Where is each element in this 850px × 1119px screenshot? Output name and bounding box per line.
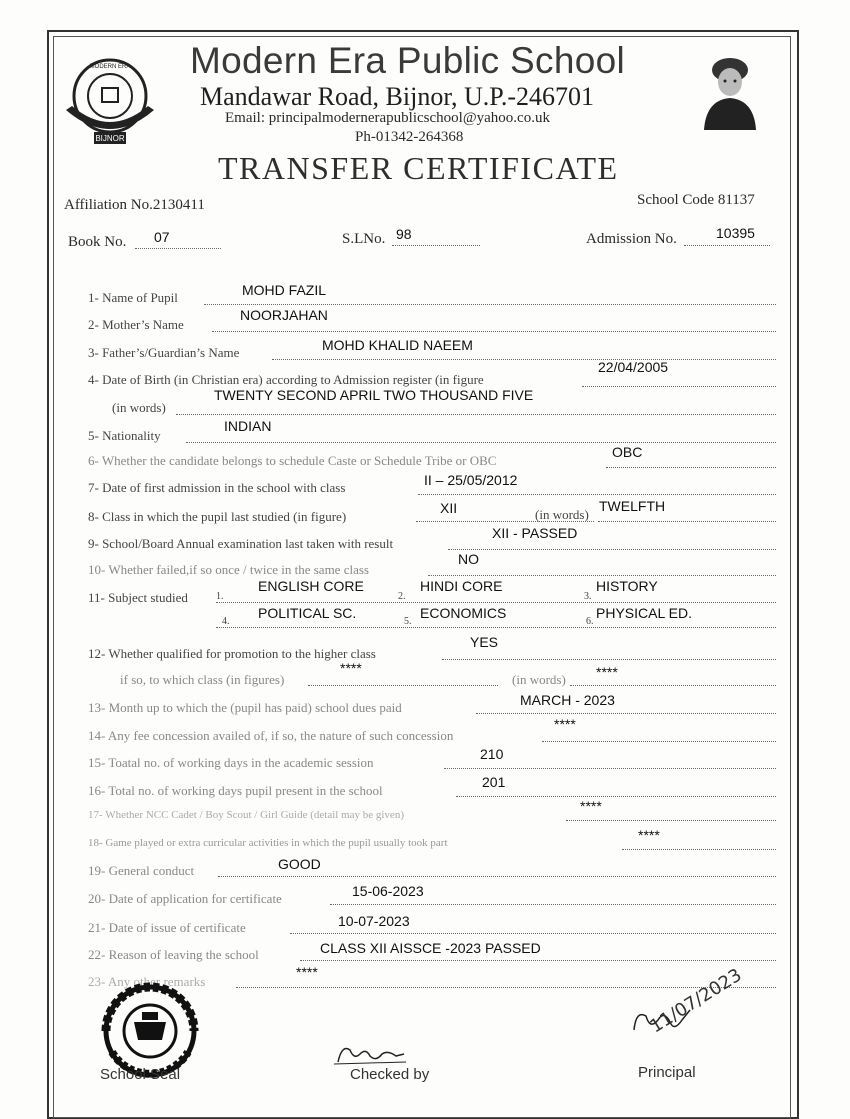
- dob-figure: 22/04/2005: [598, 359, 669, 375]
- subject-5-number: 5.: [404, 616, 412, 627]
- promotion-qualified: YES: [470, 634, 499, 650]
- portrait-image: [700, 52, 760, 130]
- certificate-title: TRANSFER CERTIFICATE: [218, 150, 619, 186]
- issue-date: 10-07-2023: [338, 913, 410, 929]
- working-days: 210: [480, 746, 504, 762]
- subject-4: POLITICAL SC.: [258, 605, 357, 621]
- field-12b-words-label: (in words): [512, 672, 566, 687]
- school-name: Modern Era Public School: [190, 40, 625, 81]
- subject-6: PHYSICAL ED.: [596, 605, 692, 621]
- subject-2: HINDI CORE: [420, 578, 503, 594]
- general-conduct: GOOD: [278, 856, 321, 872]
- field-22-label: 22- Reason of leaving the school: [88, 947, 259, 962]
- field-2-label: 2- Mother’s Name: [88, 317, 184, 332]
- exam-result: XII - PASSED: [492, 525, 578, 541]
- subject-4-number: 4.: [222, 616, 230, 627]
- leaving-reason: CLASS XII AISSCE -2023 PASSED: [320, 940, 541, 956]
- application-date: 15-06-2023: [352, 883, 424, 899]
- subject-1-number: 1.: [216, 591, 224, 602]
- field-7-label: 7- Date of first admission in the school with class: [88, 480, 346, 495]
- subject-6-number: 6.: [586, 616, 594, 627]
- school-address: Mandawar Road, Bijnor, U.P.-246701: [200, 82, 594, 111]
- last-class-words: TWELFTH: [599, 498, 666, 514]
- checked-by-signature: [330, 1040, 410, 1068]
- dues-paid-month: MARCH - 2023: [520, 692, 615, 708]
- field-3-label: 3- Father’s/Guardian’s Name: [88, 345, 240, 360]
- field-4-label: 4- Date of Birth (in Christian era) according to Admission register (in figure: [88, 372, 484, 387]
- field-19-label: 19- General conduct: [88, 863, 195, 878]
- checked-by-label: Checked by: [350, 1066, 430, 1083]
- pupil-name: MOHD FAZIL: [242, 282, 327, 298]
- subject-3: HISTORY: [596, 578, 658, 594]
- svg-text:BIJNOR: BIJNOR: [95, 134, 125, 143]
- book-no-label: Book No.: [68, 234, 127, 250]
- principal-signature-date: 11/07/2023: [646, 964, 746, 1038]
- fee-concession: ****: [554, 716, 576, 732]
- subject-1: ENGLISH CORE: [258, 578, 364, 594]
- field-17-label: 17- Whether NCC Cadet / Boy Scout / Girl Guide (detail may be given): [88, 809, 404, 821]
- field-10-label: 10- Whether failed,if so once / twice in the same class: [88, 562, 369, 577]
- days-present: 201: [482, 774, 506, 790]
- school-logo: [62, 52, 158, 148]
- extra-curricular: ****: [638, 827, 660, 843]
- school-seal-label: School Seal: [100, 1066, 181, 1083]
- admission-no-label: Admission No.: [586, 231, 677, 247]
- dob-words: TWENTY SECOND APRIL TWO THOUSAND FIVE: [214, 387, 534, 403]
- caste-category: OBC: [612, 444, 643, 460]
- father-name: MOHD KHALID NAEEM: [322, 337, 473, 353]
- promotion-class-figure: ****: [340, 660, 362, 676]
- field-20-label: 20- Date of application for certificate: [88, 891, 282, 906]
- field-8-label: 8- Class in which the pupil last studied (in figure): [88, 509, 347, 524]
- svg-text:MODERN ERA: MODERN ERA: [89, 64, 131, 70]
- field-14-label: 14- Any fee concession availed of, if so, the nature of such concession: [88, 728, 454, 743]
- affiliation-number: Affiliation No.2130411: [64, 197, 205, 213]
- field-15-label: 15- Toatal no. of working days in the academic session: [88, 755, 374, 770]
- field-11-label: 11- Subject studied: [88, 590, 188, 605]
- field-5-label: 5- Nationality: [88, 428, 161, 443]
- school-code: School Code 81137: [637, 192, 755, 208]
- subject-5: ECONOMICS: [420, 605, 507, 621]
- field-6-label: 6- Whether the candidate belongs to schedule Caste or Schedule Tribe or OBC: [88, 453, 497, 468]
- last-class-figure: XII: [440, 500, 458, 516]
- field-12-label: 12- Whether qualified for promotion to the higher class: [88, 646, 376, 661]
- field-18-label: 18- Game played or extra curricular activities in which the pupil usually took part: [88, 837, 448, 849]
- book-no-value: 07: [154, 229, 170, 245]
- school-email: Email: principalmodernerapublicschool@yahoo.co.uk: [225, 110, 550, 126]
- field-8-words-label: (in words): [535, 507, 589, 522]
- field-9-label: 9- School/Board Annual examination last taken with result: [88, 536, 394, 551]
- nationality: INDIAN: [224, 418, 272, 434]
- field-16-label: 16- Total no. of working days pupil present in the school: [88, 783, 383, 798]
- school-phone: Ph-01342-264368: [355, 129, 464, 145]
- field-1-label: 1- Name of Pupil: [88, 290, 178, 305]
- first-admission: II – 25/05/2012: [424, 472, 518, 488]
- mother-name: NOORJAHAN: [240, 307, 328, 323]
- failed-status: NO: [458, 551, 479, 567]
- subject-3-number: 3.: [584, 591, 592, 602]
- field-21-label: 21- Date of issue of certificate: [88, 920, 246, 935]
- field-12b-label: if so, to which class (in figures): [120, 672, 285, 687]
- field-4b-label: (in words): [112, 400, 166, 415]
- ncc-scout-guide: ****: [580, 798, 602, 814]
- sl-no-label: S.LNo.: [342, 231, 386, 247]
- sl-no-value: 98: [396, 226, 412, 242]
- other-remarks: ****: [296, 964, 318, 980]
- promotion-class-words: ****: [596, 664, 618, 680]
- principal-label: Principal: [638, 1064, 696, 1081]
- admission-no-value: 10395: [716, 225, 755, 241]
- subject-2-number: 2.: [398, 591, 406, 602]
- field-13-label: 13- Month up to which the (pupil has paid) school dues paid: [88, 700, 402, 715]
- field-23-label: 23- Any other remarks: [88, 974, 206, 989]
